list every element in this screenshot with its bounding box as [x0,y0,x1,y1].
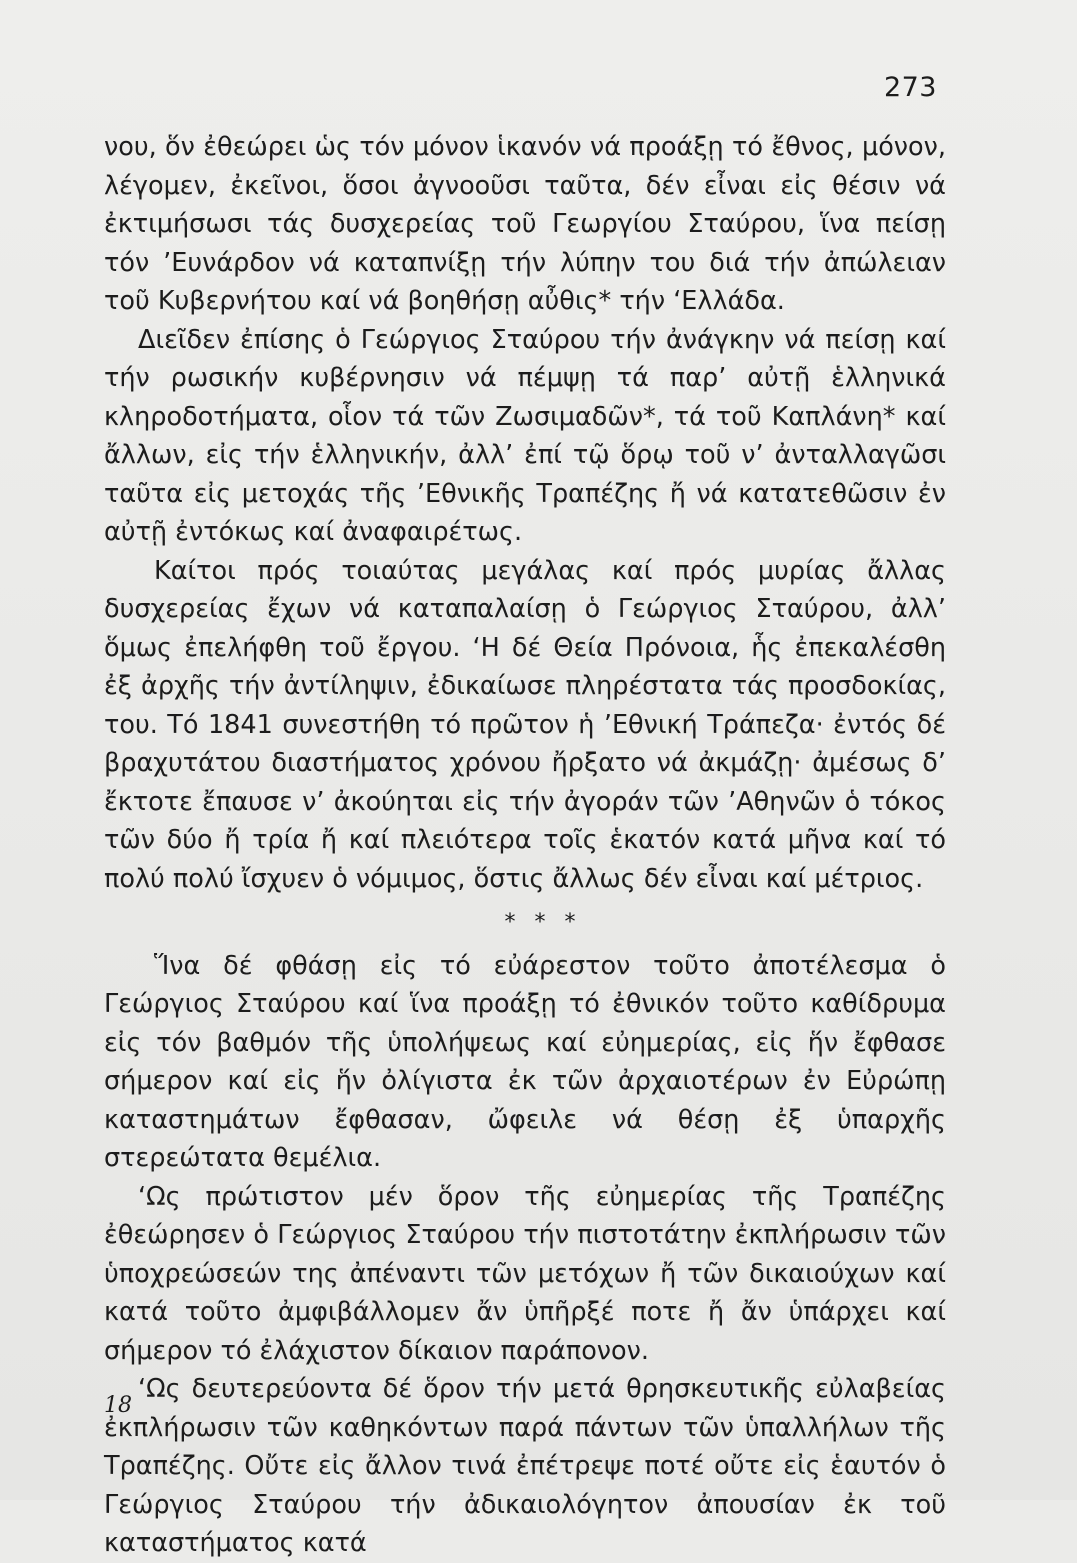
signature-mark: 18 [104,1393,132,1418]
section-separator: * * * [504,910,582,935]
paragraph-5: ‘Ως πρώτιστον μέν ὅρον τῆς εὐημερίας τῆς Τραπέζης ἐθεώρησεν ὁ Γεώργιος Σταύρου τήν πιστοτάτην ἐκπλήρωσιν τῶν ὑποχρεώσεών της ἀπέναντι τῶν μετόχων ἤ τῶν δικαιούχων καί κατά τοῦτο ἀμφιβάλλομεν ἄν ὑπῆρξέ ποτε ἤ ἄν ὑπάρχει καί σήμερον τό ἐλάχιστον δίκαιον παράπονον. [104,1181,946,1366]
page-number: 273 [883,72,937,103]
paragraph-6: ‘Ως δευτερεύοντα δέ ὅρον τήν μετά θρησκευτικῆς εὐλαβείας ἐκπλήρωσιν τῶν καθηκόντων παρά πάντων τῶν ὑπαλλήλων τῆς Τραπέζης. Οὔτε εἰς ἄλλον τινά ἐπέτρεψε ποτέ οὔτε εἰς ἑαυτόν ὁ Γεώργιος Σταύρου τήν ἀδικαιολόγητον ἀπουσίαν ἐκ τοῦ καταστήματος κατά [104,1374,946,1558]
page-body [104,128,946,1563]
paragraph-2: Διεῖδεν ἐπίσης ὁ Γεώργιος Σταύρου τήν ἀνάγκην νά πείσῃ καί τήν ρωσικήν κυβέρνησιν νά πέμψῃ τά παρ’ αὐτῇ ἑλληνικά κληροδοτήματα, οἷον τά τῶν Ζωσιμαδῶν*, τά τοῦ Καπλάνη* καί ἄλλων, εἰς τήν ἑλληνικήν, ἀλλ’ ἐπί τῷ ὅρῳ τοῦ ν’ ἀνταλλαγῶσι ταῦτα εἰς μετοχάς τῆς ’Εθνικῆς Τραπέζης ἤ νά κατατεθῶσιν ἐν αὐτῇ ἐντόκως καί ἀναφαιρέτως. [104,324,946,547]
paragraph-1: νου, ὅν ἐθεώρει ὡς τόν μόνον ἱκανόν νά προάξῃ τό ἔθνος, μόνον, λέγομεν, ἐκεῖνοι, ὅσοι ἀγνοοῦσι ταῦτα, δέν εἶναι εἰς θέσιν νά ἐκτιμήσωσι τάς δυσχερείας τοῦ Γεωργίου Σταύρου, ἵνα πείσῃ τόν ’Ευνάρδον νά καταπνίξῃ τήν λύπην του διά τήν ἀπώλειαν τοῦ Κυβερνήτου καί νά βοηθήσῃ αὖθις* τήν ‘Ελλάδα. [104,132,946,316]
paragraph-4: Ἵνα δέ φθάσῃ εἰς τό εὐάρεστον τοῦτο ἀποτέλεσμα ὁ Γεώργιος Σταύρου καί ἵνα προάξῃ τό ἐθνικόν τοῦτο καθίδρυμα εἰς τόν βαθμόν τῆς ὑπολήψεως καί εὐημερίας, εἰς ἥν ἔφθασε σήμερον καί εἰς ἥν ὀλίγιστα ἐκ τῶν ἀρχαιοτέρων ἐν Εὐρώπῃ καταστημάτων ἔφθασαν, ὤφειλε νά θέσῃ ἐξ ὑπαρχῆς στερεώτατα θεμέλια. [104,950,946,1173]
paragraph-3: Καίτοι πρός τοιαύτας μεγάλας καί πρός μυρίας ἄλλας δυσχερείας ἔχων νά καταπαλαίσῃ ὁ Γεώργιος Σταύρου, ἀλλ’ ὅμως ἐπελήφθη τοῦ ἔργου. ‘Η δέ Θεία Πρόνοια, ἧς ἐπεκαλέσθη ἐξ ἀρχῆς τήν ἀντίληψιν, ἐδικαίωσε πληρέστατα τάς προσδοκίας, του. Τό 1841 συνεστήθη τό πρῶτον ἡ ’Εθνική Τράπεζα· ἐντός δέ βραχυτάτου διαστήματος χρόνου ἤρξατο νά ἀκμάζῃ· ἀμέσως δ’ ἔκτοτε ἔπαυσε ν’ ἀκούηται εἰς τήν ἀγοράν τῶν ’Αθηνῶν ὁ τόκος τῶν δύο ἤ τρία ἤ καί πλειότερα τοῖς ἑκατόν κατά μῆνα καί τό πολύ πολύ ἴσχυεν ὁ νόμιμος, ὅστις ἄλλως δέν εἶναι καί μέτριος. [104,555,946,894]
